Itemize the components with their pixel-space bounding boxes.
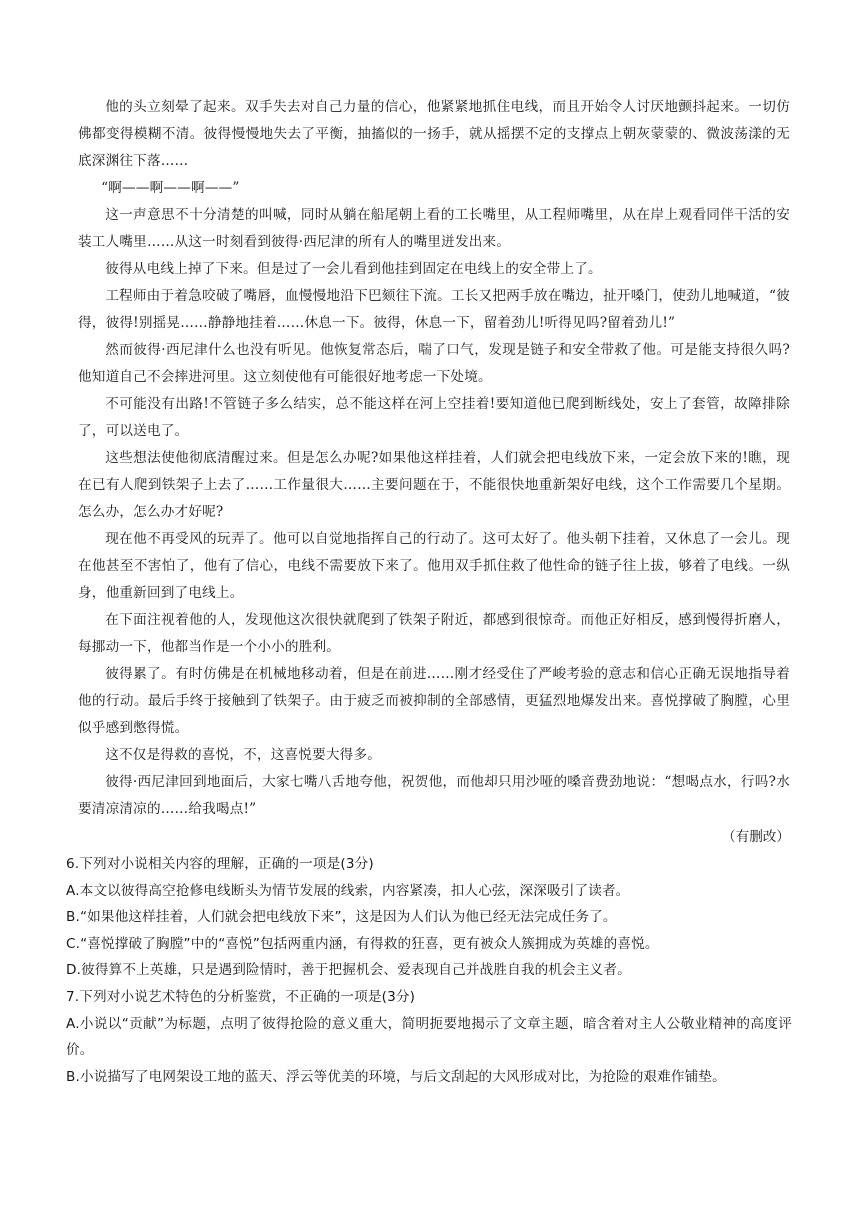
option-b: B.小说描写了电网架设工地的蓝天、浮云等优美的环境，与后文刮起的大风形成对比，为抢险的艰难作铺垫。 [66, 1068, 726, 1085]
option-a: A.小说以“贡献”为标题，点明了彼得抢险的意义重大，简明扼要地揭示了文章主题，暗含着对主人公敬业精神的高度评价。 [66, 1015, 792, 1059]
question-stem: 6.下列对小说相关内容的理解，正确的一项是(3分) [66, 856, 374, 872]
story-paragraph: 在下面注视着他的人，发现他这次很快就爬到了铁架子附近，都感到很惊奇。而他正好相反，感到慢得折磨人，每挪动一下，他都当作是一个小小的胜利。 [78, 612, 790, 655]
revision-note: （有删改） [722, 829, 790, 845]
story-excerpt [78, 94, 790, 851]
story-paragraph: 彼得·西尼津回到地面后，大家七嘴八舌地夸他，祝贺他，而他却只用沙哑的嗓音费劲地说：“想喝点水，行吗?水要清凉清凉的……给我喝点!” [78, 774, 790, 817]
question-6 [66, 851, 792, 984]
story-paragraph: 彼得累了。有时仿佛是在机械地移动着，但是在前进……刚才经受住了严峻考验的意志和信心正确无误地指导着他的行动。最后手终于接触到了铁架子。由于疲乏而被抑制的全部感情，更猛烈地爆发出来。喜悦撑破了胸膛，心里似乎感到憋得慌。 [78, 666, 790, 736]
story-shout-line: “啊——啊——啊——” [101, 180, 240, 196]
option-d: D.彼得算不上英雄，只是遇到险情时，善于把握机会、爱表现自己并战胜自我的机会主义者。 [66, 962, 631, 979]
question-stem: 7.下列对小说艺术特色的分析鉴赏，不正确的一项是(3分) [66, 988, 416, 1005]
story-paragraph: 这一声意思不十分清楚的叫喊，同时从躺在船尾朝上看的工长嘴里，从工程师嘴里，从在岸上观看同伴干活的安装工人嘴里……从这一时刻看到彼得·西尼津的所有人的嘴里迸发出来。 [78, 207, 790, 250]
story-paragraph: 然而彼得·西尼津什么也没有听见。他恢复常态后，喘了口气，发现是链子和安全带救了他。可是能支持很久吗?他知道自己不会摔进河里。这立刻使他有可能很好地考虑一下处境。 [78, 342, 790, 385]
option-c: C.“喜悦撑破了胸膛”中的“喜悦”包括两重内涵，有得救的狂喜，更有被众人簇拥成为英雄的喜悦。 [66, 935, 659, 952]
option-b: B.“如果他这样挂着，人们就会把电线放下来”，这是因为人们认为他已经无法完成任务了。 [66, 909, 617, 926]
story-paragraph: 现在他不再受风的玩弄了。他可以自觉地指挥自己的行动了。这可太好了。他头朝下挂着，又休息了一会儿。现在他甚至不害怕了，他有了信心，电线不需要放下来了。他用双手抓住救了他性命的链子往上拔，够着了电线。一纵身，他重新回到了电线上。 [78, 531, 790, 601]
story-paragraph: 他的头立刻晕了起来。双手失去对自己力量的信心，他紧紧地抓住电线，而且开始令人讨厌地颤抖起来。一切仿佛都变得模糊不清。彼得慢慢地失去了平衡，抽搐似的一扬手，就从摇摆不定的支撑点上朝灰蒙蒙的、微波荡漾的无底深渊往下落…… [78, 99, 790, 169]
story-paragraph: 不可能没有出路!不管链子多么结实，总不能这样在河上空挂着!要知道他已爬到断线处，安上了套管，故障排除了，可以送电了。 [78, 396, 790, 439]
question-7 [66, 984, 792, 1090]
story-paragraph: 彼得从电线上掉了下来。但是过了一会儿看到他挂到固定在电线上的安全带上了。 [105, 261, 602, 277]
option-a: A.本文以彼得高空抢修电线断头为情节发展的线索，内容紧凑，扣人心弦，深深吸引了读者。 [66, 882, 630, 899]
story-paragraph: 工程师由于着急咬破了嘴唇，血慢慢地沿下巴颏往下流。工长又把两手放在嘴边，扯开嗓门，使劲儿地喊道，“彼得，彼得!别摇晃……静静地挂着……休息一下。彼得，休息一下，留着劲儿!听得见吗?留着劲儿!” [78, 288, 790, 331]
questions-section [66, 851, 792, 1090]
story-paragraph: 这些想法使他彻底清醒过来。但是怎么办呢?如果他这样挂着，人们就会把电线放下来，一定会放下来的!瞧，现在已有人爬到铁架子上去了……工作量很大……主要问题在于，不能很快地重新架好电线，这个工作需要几个星期。怎么办，怎么办才好呢? [78, 450, 790, 520]
story-paragraph: 这不仅是得救的喜悦，不，这喜悦要大得多。 [105, 747, 382, 763]
